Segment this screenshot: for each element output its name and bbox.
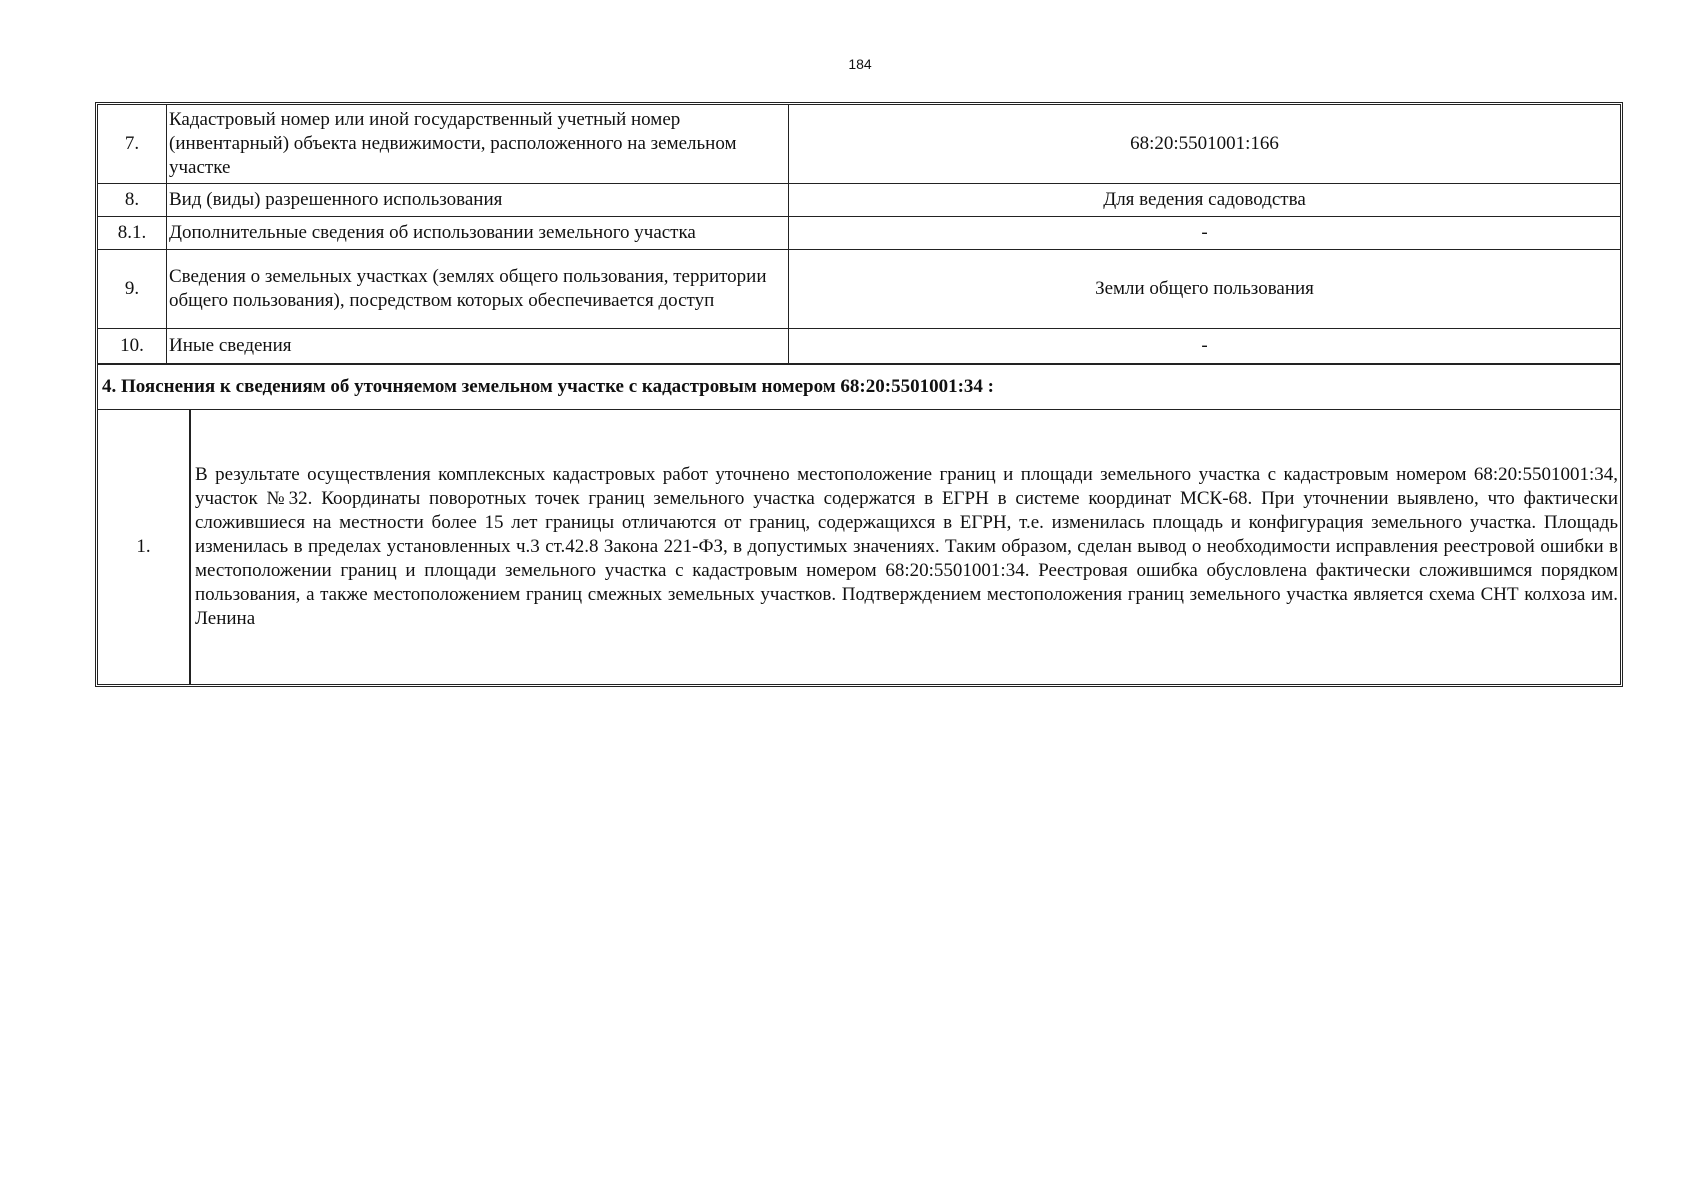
row-label: Вид (виды) разрешенного использования [167,184,789,217]
table-row [98,329,1620,364]
row-number: 10. [98,329,167,364]
row-label: Сведения о земельных участках (землях общего пользования, территории общего пользования), посредством которых обеспечивается доступ [167,250,789,329]
parcel-attributes-table [98,105,1620,364]
page-number: 184 [848,56,872,72]
row-label: Иные сведения [167,329,789,364]
row-number: 7. [98,105,167,184]
explanation-row [98,409,1620,684]
row-label: Дополнительные сведения об использовании земельного участка [167,217,789,250]
section-4-title: 4. Пояснения к сведениям об уточняемом земельном участке с кадастровым номером 68:20:5501001:34 : [98,364,1620,409]
row-number: 9. [98,250,167,329]
row-value: Земли общего пользования [789,250,1621,329]
explanation-text: В результате осуществления комплексных кадастровых работ уточнено местоположение границ и площади земельного участка с кадастровым номером 68:20:5501001:34, участок №32. Координаты поворотных точек границ земельного участка содержатся в ЕГРН в системе координат МСК-68. При уточнении выявлено, что фактически сложившиеся на местности более 15 лет границы отличаются от границ, содержащихся в ЕГРН, т.е. изменилась площадь и конфигурация земельного участка. Площадь изменилась в пределах установленных ч.3 ст.42.8 Закона 221-ФЗ, в допустимых значениях. Таким образом, сделан вывод о необходимости исправления реестровой ошибки в местоположении границ и площади земельного участка с кадастровым номером 68:20:5501001:34. Реестровая ошибка обусловлена фактически сложившимся порядком пользования, а также местоположением границ смежных земельных участков. Подтверждением местоположения границ земельного участка является схема СНТ колхоза им. Ленина [195,464,1618,629]
table-row [98,250,1620,329]
table-row [98,105,1620,184]
row-number: 8. [98,184,167,217]
row-label: Кадастровый номер или иной государственный учетный номер (инвентарный) объекта недвижимости, расположенного на земельном участке [167,105,789,184]
row-value: Для ведения садоводства [789,184,1621,217]
explanation-number: 1. [98,410,191,684]
document-table [95,102,1623,687]
table-row [98,217,1620,250]
row-number: 8.1. [98,217,167,250]
table-row [98,184,1620,217]
row-value: 68:20:5501001:166 [789,105,1621,184]
row-value: - [789,329,1621,364]
row-value: - [789,217,1621,250]
